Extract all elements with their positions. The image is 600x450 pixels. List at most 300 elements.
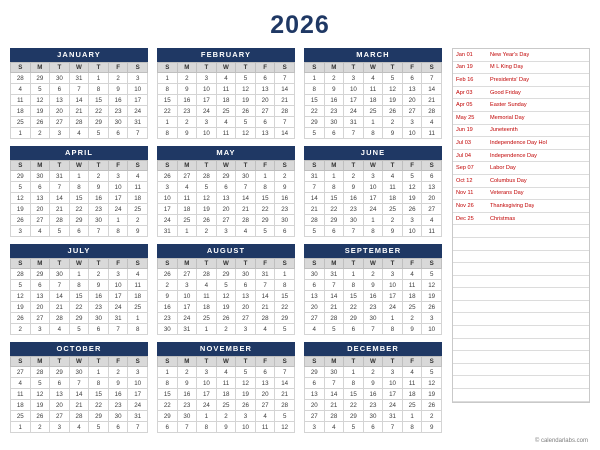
day-cell[interactable]: 9 [177,128,197,139]
day-cell[interactable]: 22 [69,302,89,313]
day-cell[interactable]: 29 [30,269,50,280]
day-cell[interactable]: 1 [255,171,275,182]
day-cell[interactable]: 7 [324,280,344,291]
day-cell[interactable]: 15 [275,291,295,302]
day-cell[interactable]: 26 [236,400,256,411]
day-cell[interactable]: 17 [344,95,364,106]
day-cell[interactable]: 21 [69,400,89,411]
day-cell[interactable]: 18 [128,193,148,204]
day-cell[interactable]: 30 [305,269,325,280]
day-cell[interactable]: 25 [11,117,31,128]
day-cell[interactable]: 12 [11,193,31,204]
day-cell[interactable]: 6 [30,182,50,193]
day-cell[interactable]: 21 [422,95,442,106]
day-cell[interactable]: 14 [324,389,344,400]
day-cell[interactable]: 31 [383,411,403,422]
day-cell[interactable]: 1 [363,117,383,128]
day-cell[interactable]: 28 [305,215,325,226]
day-cell[interactable]: 6 [236,280,256,291]
day-cell[interactable]: 7 [177,422,197,433]
day-cell[interactable]: 1 [197,411,217,422]
day-cell[interactable]: 16 [108,95,128,106]
day-cell[interactable]: 30 [344,215,364,226]
day-cell[interactable]: 8 [89,84,109,95]
day-cell[interactable]: 24 [108,204,128,215]
day-cell[interactable]: 13 [255,128,275,139]
day-cell[interactable]: 28 [69,411,89,422]
day-cell[interactable]: 26 [402,204,422,215]
day-cell[interactable]: 11 [363,84,383,95]
day-cell[interactable]: 11 [216,84,236,95]
day-cell[interactable]: 18 [11,400,31,411]
day-cell[interactable]: 18 [402,389,422,400]
day-cell[interactable]: 3 [216,226,236,237]
day-cell[interactable]: 24 [158,215,178,226]
day-cell[interactable]: 30 [177,411,197,422]
day-cell[interactable]: 15 [158,95,178,106]
day-cell[interactable]: 9 [324,84,344,95]
day-cell[interactable]: 6 [89,324,109,335]
day-cell[interactable]: 20 [30,204,50,215]
day-cell[interactable]: 3 [383,367,403,378]
day-cell[interactable]: 3 [108,269,128,280]
day-cell[interactable]: 22 [158,400,178,411]
day-cell[interactable]: 11 [11,95,31,106]
day-cell[interactable]: 12 [11,291,31,302]
day-cell[interactable]: 10 [363,182,383,193]
day-cell[interactable]: 1 [69,269,89,280]
day-cell[interactable]: 24 [108,302,128,313]
day-cell[interactable]: 5 [69,324,89,335]
day-cell[interactable]: 22 [344,400,364,411]
day-cell[interactable]: 8 [305,84,325,95]
day-cell[interactable]: 3 [363,171,383,182]
day-cell[interactable]: 27 [30,215,50,226]
day-cell[interactable]: 8 [108,226,128,237]
day-cell[interactable]: 28 [50,215,70,226]
day-cell[interactable]: 9 [275,182,295,193]
day-cell[interactable]: 25 [216,400,236,411]
day-cell[interactable]: 15 [158,389,178,400]
day-cell[interactable]: 29 [89,117,109,128]
day-cell[interactable]: 27 [402,106,422,117]
day-cell[interactable]: 13 [305,291,325,302]
day-cell[interactable]: 22 [305,106,325,117]
day-cell[interactable]: 8 [89,378,109,389]
day-cell[interactable]: 30 [30,171,50,182]
day-cell[interactable]: 11 [177,193,197,204]
day-cell[interactable]: 4 [128,269,148,280]
day-cell[interactable]: 15 [344,291,364,302]
day-cell[interactable]: 7 [50,280,70,291]
day-cell[interactable]: 5 [402,171,422,182]
day-cell[interactable]: 30 [236,269,256,280]
day-cell[interactable]: 5 [236,367,256,378]
day-cell[interactable]: 29 [11,171,31,182]
day-cell[interactable]: 12 [216,291,236,302]
day-cell[interactable]: 24 [177,313,197,324]
day-cell[interactable]: 4 [383,171,403,182]
day-cell[interactable]: 15 [344,389,364,400]
day-cell[interactable]: 19 [236,95,256,106]
day-cell[interactable]: 26 [158,269,178,280]
day-cell[interactable]: 27 [50,411,70,422]
day-cell[interactable]: 1 [128,313,148,324]
day-cell[interactable]: 31 [344,117,364,128]
day-cell[interactable]: 23 [177,106,197,117]
day-cell[interactable]: 29 [305,367,325,378]
day-cell[interactable]: 16 [177,95,197,106]
day-cell[interactable]: 23 [177,400,197,411]
day-cell[interactable]: 21 [305,204,325,215]
day-cell[interactable]: 6 [305,280,325,291]
day-cell[interactable]: 17 [128,389,148,400]
day-cell[interactable]: 22 [158,106,178,117]
day-cell[interactable]: 21 [69,106,89,117]
day-cell[interactable]: 1 [344,367,364,378]
day-cell[interactable]: 10 [128,378,148,389]
day-cell[interactable]: 15 [305,95,325,106]
day-cell[interactable]: 7 [128,128,148,139]
day-cell[interactable]: 7 [383,422,403,433]
day-cell[interactable]: 18 [197,302,217,313]
day-cell[interactable]: 6 [275,226,295,237]
day-cell[interactable]: 29 [69,313,89,324]
day-cell[interactable]: 24 [363,204,383,215]
day-cell[interactable]: 4 [363,73,383,84]
day-cell[interactable]: 26 [11,313,31,324]
day-cell[interactable]: 3 [402,215,422,226]
day-cell[interactable]: 24 [128,400,148,411]
day-cell[interactable]: 14 [236,193,256,204]
day-cell[interactable]: 10 [108,280,128,291]
day-cell[interactable]: 26 [216,313,236,324]
day-cell[interactable]: 8 [402,422,422,433]
day-cell[interactable]: 1 [11,128,31,139]
day-cell[interactable]: 6 [422,171,442,182]
day-cell[interactable]: 26 [236,106,256,117]
day-cell[interactable]: 23 [344,204,364,215]
day-cell[interactable]: 9 [402,324,422,335]
day-cell[interactable]: 25 [363,106,383,117]
day-cell[interactable]: 2 [108,73,128,84]
day-cell[interactable]: 7 [305,182,325,193]
day-cell[interactable]: 7 [69,84,89,95]
day-cell[interactable]: 7 [236,182,256,193]
day-cell[interactable]: 11 [402,378,422,389]
day-cell[interactable]: 31 [50,171,70,182]
day-cell[interactable]: 3 [197,367,217,378]
day-cell[interactable]: 9 [177,84,197,95]
day-cell[interactable]: 11 [197,291,217,302]
day-cell[interactable]: 5 [216,280,236,291]
day-cell[interactable]: 21 [236,204,256,215]
day-cell[interactable]: 17 [158,204,178,215]
day-cell[interactable]: 28 [11,73,31,84]
day-cell[interactable]: 26 [422,302,442,313]
day-cell[interactable]: 7 [69,378,89,389]
day-cell[interactable]: 20 [50,400,70,411]
day-cell[interactable]: 20 [422,193,442,204]
day-cell[interactable]: 11 [422,128,442,139]
day-cell[interactable]: 5 [89,128,109,139]
day-cell[interactable]: 2 [197,226,217,237]
day-cell[interactable]: 2 [383,215,403,226]
day-cell[interactable]: 1 [89,73,109,84]
day-cell[interactable]: 22 [89,400,109,411]
day-cell[interactable]: 1 [177,226,197,237]
day-cell[interactable]: 2 [324,73,344,84]
day-cell[interactable]: 28 [255,313,275,324]
day-cell[interactable]: 13 [50,389,70,400]
day-cell[interactable]: 27 [255,106,275,117]
day-cell[interactable]: 2 [11,324,31,335]
day-cell[interactable]: 29 [89,411,109,422]
day-cell[interactable]: 10 [197,378,217,389]
day-cell[interactable]: 16 [89,193,109,204]
day-cell[interactable]: 22 [255,204,275,215]
day-cell[interactable]: 19 [30,106,50,117]
day-cell[interactable]: 5 [236,117,256,128]
day-cell[interactable]: 5 [422,269,442,280]
day-cell[interactable]: 19 [236,389,256,400]
day-cell[interactable]: 15 [324,193,344,204]
day-cell[interactable]: 4 [177,182,197,193]
day-cell[interactable]: 19 [402,193,422,204]
day-cell[interactable]: 13 [402,84,422,95]
day-cell[interactable]: 14 [275,378,295,389]
day-cell[interactable]: 16 [158,302,178,313]
day-cell[interactable]: 16 [177,389,197,400]
day-cell[interactable]: 11 [128,182,148,193]
day-cell[interactable]: 5 [11,280,31,291]
day-cell[interactable]: 20 [305,302,325,313]
day-cell[interactable]: 7 [275,73,295,84]
day-cell[interactable]: 28 [197,269,217,280]
day-cell[interactable]: 12 [275,422,295,433]
day-cell[interactable]: 5 [89,422,109,433]
day-cell[interactable]: 16 [89,291,109,302]
day-cell[interactable]: 1 [89,367,109,378]
day-cell[interactable]: 18 [128,291,148,302]
day-cell[interactable]: 13 [422,182,442,193]
day-cell[interactable]: 29 [344,411,364,422]
day-cell[interactable]: 12 [422,378,442,389]
day-cell[interactable]: 22 [344,302,364,313]
day-cell[interactable]: 2 [422,411,442,422]
day-cell[interactable]: 3 [197,117,217,128]
day-cell[interactable]: 8 [344,378,364,389]
day-cell[interactable]: 8 [363,226,383,237]
day-cell[interactable]: 4 [69,422,89,433]
day-cell[interactable]: 26 [383,106,403,117]
day-cell[interactable]: 25 [216,106,236,117]
day-cell[interactable]: 19 [11,302,31,313]
day-cell[interactable]: 14 [50,291,70,302]
day-cell[interactable]: 23 [363,302,383,313]
day-cell[interactable]: 17 [177,302,197,313]
day-cell[interactable]: 5 [422,367,442,378]
day-cell[interactable]: 24 [128,106,148,117]
day-cell[interactable]: 8 [158,84,178,95]
day-cell[interactable]: 9 [344,182,364,193]
day-cell[interactable]: 11 [422,226,442,237]
day-cell[interactable]: 3 [30,324,50,335]
day-cell[interactable]: 13 [30,193,50,204]
day-cell[interactable]: 15 [89,389,109,400]
day-cell[interactable]: 6 [305,378,325,389]
day-cell[interactable]: 28 [324,313,344,324]
day-cell[interactable]: 31 [69,73,89,84]
day-cell[interactable]: 11 [216,128,236,139]
day-cell[interactable]: 20 [255,389,275,400]
day-cell[interactable]: 8 [324,182,344,193]
day-cell[interactable]: 21 [255,302,275,313]
day-cell[interactable]: 30 [108,117,128,128]
day-cell[interactable]: 7 [363,324,383,335]
day-cell[interactable]: 31 [324,269,344,280]
day-cell[interactable]: 1 [344,269,364,280]
day-cell[interactable]: 1 [197,324,217,335]
day-cell[interactable]: 2 [344,171,364,182]
day-cell[interactable]: 4 [30,226,50,237]
day-cell[interactable]: 3 [236,324,256,335]
day-cell[interactable]: 24 [197,400,217,411]
day-cell[interactable]: 10 [236,422,256,433]
day-cell[interactable]: 6 [108,422,128,433]
day-cell[interactable]: 4 [236,226,256,237]
day-cell[interactable]: 31 [128,411,148,422]
day-cell[interactable]: 23 [89,302,109,313]
day-cell[interactable]: 9 [216,422,236,433]
day-cell[interactable]: 25 [383,204,403,215]
day-cell[interactable]: 8 [158,128,178,139]
day-cell[interactable]: 31 [128,117,148,128]
day-cell[interactable]: 28 [30,367,50,378]
day-cell[interactable]: 27 [177,269,197,280]
day-cell[interactable]: 12 [236,128,256,139]
day-cell[interactable]: 6 [324,226,344,237]
day-cell[interactable]: 20 [255,95,275,106]
day-cell[interactable]: 21 [50,302,70,313]
day-cell[interactable]: 11 [128,280,148,291]
day-cell[interactable]: 4 [69,128,89,139]
day-cell[interactable]: 1 [324,171,344,182]
day-cell[interactable]: 9 [363,280,383,291]
day-cell[interactable]: 4 [216,117,236,128]
day-cell[interactable]: 4 [216,73,236,84]
day-cell[interactable]: 4 [216,367,236,378]
day-cell[interactable]: 29 [216,171,236,182]
day-cell[interactable]: 19 [197,204,217,215]
day-cell[interactable]: 30 [275,215,295,226]
day-cell[interactable]: 7 [89,226,109,237]
day-cell[interactable]: 2 [216,324,236,335]
day-cell[interactable]: 9 [177,378,197,389]
day-cell[interactable]: 8 [344,280,364,291]
day-cell[interactable]: 20 [30,302,50,313]
day-cell[interactable]: 23 [324,106,344,117]
day-cell[interactable]: 6 [216,182,236,193]
day-cell[interactable]: 31 [177,324,197,335]
day-cell[interactable]: 3 [383,269,403,280]
day-cell[interactable]: 10 [383,378,403,389]
day-cell[interactable]: 2 [216,411,236,422]
day-cell[interactable]: 7 [275,117,295,128]
day-cell[interactable]: 22 [89,106,109,117]
day-cell[interactable]: 10 [128,84,148,95]
day-cell[interactable]: 12 [30,389,50,400]
day-cell[interactable]: 20 [305,400,325,411]
day-cell[interactable]: 9 [89,280,109,291]
day-cell[interactable]: 7 [344,226,364,237]
day-cell[interactable]: 26 [30,117,50,128]
day-cell[interactable]: 30 [324,367,344,378]
day-cell[interactable]: 28 [69,117,89,128]
day-cell[interactable]: 5 [236,73,256,84]
day-cell[interactable]: 26 [422,400,442,411]
day-cell[interactable]: 24 [383,400,403,411]
day-cell[interactable]: 3 [305,422,325,433]
day-cell[interactable]: 10 [108,182,128,193]
day-cell[interactable]: 29 [275,313,295,324]
day-cell[interactable]: 20 [402,95,422,106]
day-cell[interactable]: 3 [177,280,197,291]
day-cell[interactable]: 21 [50,204,70,215]
day-cell[interactable]: 1 [69,171,89,182]
day-cell[interactable]: 16 [363,291,383,302]
day-cell[interactable]: 27 [255,400,275,411]
day-cell[interactable]: 14 [69,389,89,400]
day-cell[interactable]: 13 [50,95,70,106]
day-cell[interactable]: 2 [177,117,197,128]
day-cell[interactable]: 12 [197,193,217,204]
day-cell[interactable]: 18 [402,291,422,302]
day-cell[interactable]: 27 [177,171,197,182]
day-cell[interactable]: 14 [275,84,295,95]
day-cell[interactable]: 4 [11,378,31,389]
day-cell[interactable]: 24 [197,106,217,117]
day-cell[interactable]: 17 [383,389,403,400]
day-cell[interactable]: 30 [158,324,178,335]
day-cell[interactable]: 22 [275,302,295,313]
day-cell[interactable]: 5 [305,226,325,237]
day-cell[interactable]: 28 [275,400,295,411]
day-cell[interactable]: 3 [158,182,178,193]
day-cell[interactable]: 3 [11,226,31,237]
day-cell[interactable]: 27 [216,215,236,226]
day-cell[interactable]: 5 [30,84,50,95]
day-cell[interactable]: 9 [383,128,403,139]
day-cell[interactable]: 25 [177,215,197,226]
day-cell[interactable]: 25 [128,204,148,215]
day-cell[interactable]: 12 [383,84,403,95]
day-cell[interactable]: 11 [402,280,422,291]
day-cell[interactable]: 19 [422,291,442,302]
day-cell[interactable]: 3 [197,73,217,84]
day-cell[interactable]: 29 [305,117,325,128]
day-cell[interactable]: 30 [363,313,383,324]
day-cell[interactable]: 4 [402,269,422,280]
day-cell[interactable]: 31 [158,226,178,237]
day-cell[interactable]: 28 [236,215,256,226]
day-cell[interactable]: 23 [108,106,128,117]
day-cell[interactable]: 31 [305,171,325,182]
day-cell[interactable]: 30 [50,73,70,84]
day-cell[interactable]: 1 [363,215,383,226]
day-cell[interactable]: 25 [402,302,422,313]
day-cell[interactable]: 29 [324,215,344,226]
